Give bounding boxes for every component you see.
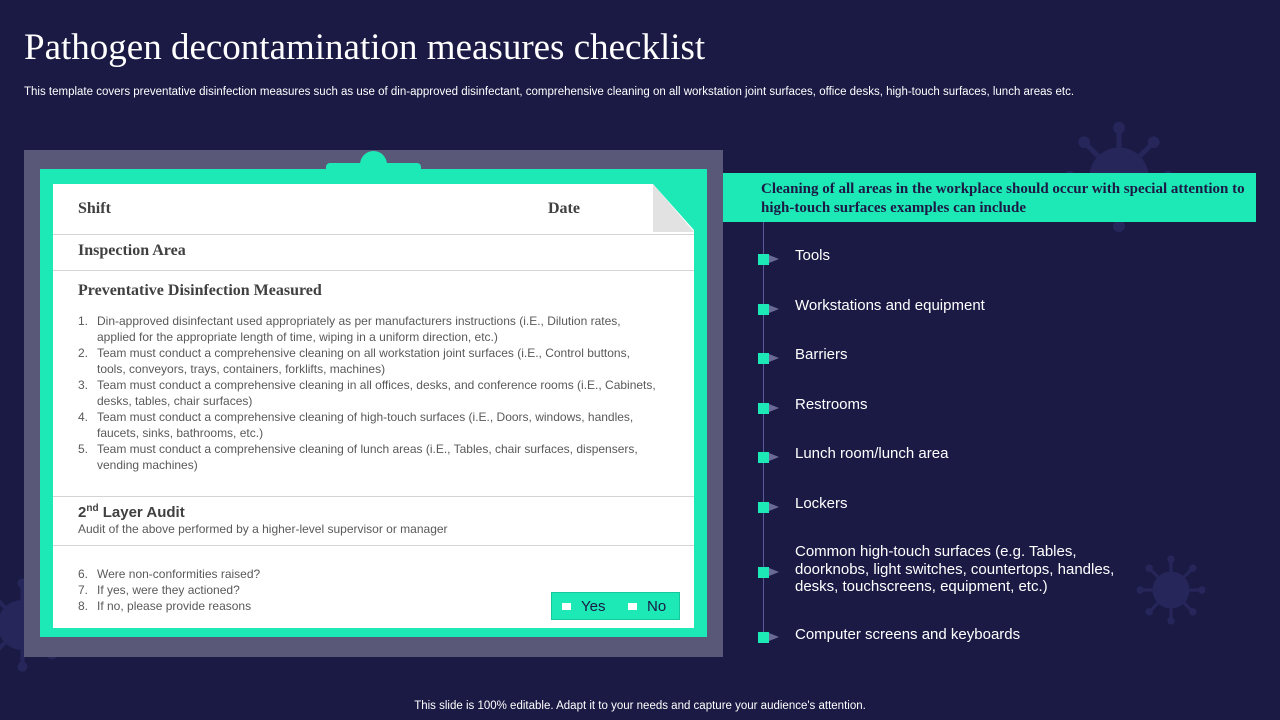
list-item: 5. Team must conduct a comprehensive cleaning of lunch areas (i.E., Tables, chair surfaces, dispensers, vending machines) [78, 442, 638, 472]
arrow-icon [769, 453, 779, 461]
surfaces-banner: Cleaning of all areas in the workplace should occur with special attention to high-touch surfaces examples can include [723, 173, 1256, 222]
page-title: Pathogen decontamination measures checklist [24, 27, 706, 68]
no-option[interactable]: No [628, 598, 666, 615]
checkbox-icon [562, 603, 571, 610]
list-item: 2. Team must conduct a comprehensive cleaning on all workstation joint surfaces (i.E., Control buttons, tools, conveyors, trays, containers, forklifts, machines) [78, 346, 630, 376]
list-item: Restrooms [795, 396, 868, 413]
yes-no-selector [551, 592, 680, 620]
arrow-icon [769, 568, 779, 576]
date-label: Date [548, 200, 580, 217]
arrow-icon [769, 305, 779, 313]
divider [53, 496, 694, 497]
list-item: 4. Team must conduct a comprehensive cleaning of high-touch surfaces (i.E., Doors, windows, handles, faucets, sinks, bathrooms, etc.) [78, 410, 634, 440]
list-item: Workstations and equipment [795, 297, 985, 314]
bullet-square-icon [758, 254, 769, 265]
bullet-square-icon [758, 452, 769, 463]
bullet-square-icon [758, 567, 769, 578]
list-item: Lunch room/lunch area [795, 445, 949, 462]
list-item: Tools [795, 247, 831, 264]
measures-list [78, 313, 658, 473]
bullet-square-icon [758, 403, 769, 414]
divider [53, 545, 694, 546]
arrow-icon [769, 404, 779, 412]
inspection-area-label: Inspection Area [78, 242, 186, 259]
virus-icon [1134, 553, 1208, 627]
arrow-icon [769, 354, 779, 362]
bullet-square-icon [758, 304, 769, 315]
divider [53, 234, 694, 235]
bullet-square-icon [758, 632, 769, 643]
preventative-heading: Preventative Disinfection Measured [78, 282, 322, 299]
list-item: 3. Team must conduct a comprehensive cleaning in all offices, desks, and conference rooms (i.E., Cabinets, desks, tables, chair surfaces) [78, 378, 656, 408]
list-item: Common high-touch surfaces (e.g. Tables, doorknobs, light switches, countertops, handles, desks, touchscreens, equipment, etc.) [795, 543, 1115, 595]
yes-option[interactable]: Yes [562, 598, 605, 615]
list-item: 7. If yes, were they actioned? [78, 583, 240, 597]
bullet-square-icon [758, 502, 769, 513]
list-item: Barriers [795, 346, 848, 363]
bullet-square-icon [758, 353, 769, 364]
questions-list [78, 566, 378, 614]
arrow-icon [769, 255, 779, 263]
list-item: 6. Were non-conformities raised? [78, 567, 261, 581]
list-item: Lockers [795, 495, 848, 512]
arrow-icon [769, 633, 779, 641]
checkbox-icon [628, 603, 637, 610]
footer-note: This slide is 100% editable. Adapt it to your needs and capture your audience's attention. [414, 700, 866, 712]
list-item: 8. If no, please provide reasons [78, 599, 252, 613]
shift-label: Shift [78, 200, 111, 217]
page-subtitle: This template covers preventative disinfection measures such as use of din-approved disinfectant, comprehensive cleaning on all workstation joint surfaces, office desks, high-touch surfaces, lunch areas etc. [24, 86, 1075, 98]
list-item: 1. Din-approved disinfectant used appropriately as per manufacturers instructions (i.E., Dilution rates, applied for the appropriate length of time, wiping in a uniform direction, etc.) [78, 314, 621, 344]
list-item: Computer screens and keyboards [795, 626, 1021, 643]
divider [53, 270, 694, 271]
audit-description: Audit of the above performed by a higher-level supervisor or manager [78, 522, 448, 536]
audit-title: 2nd Layer Audit [78, 503, 185, 521]
arrow-icon [769, 503, 779, 511]
